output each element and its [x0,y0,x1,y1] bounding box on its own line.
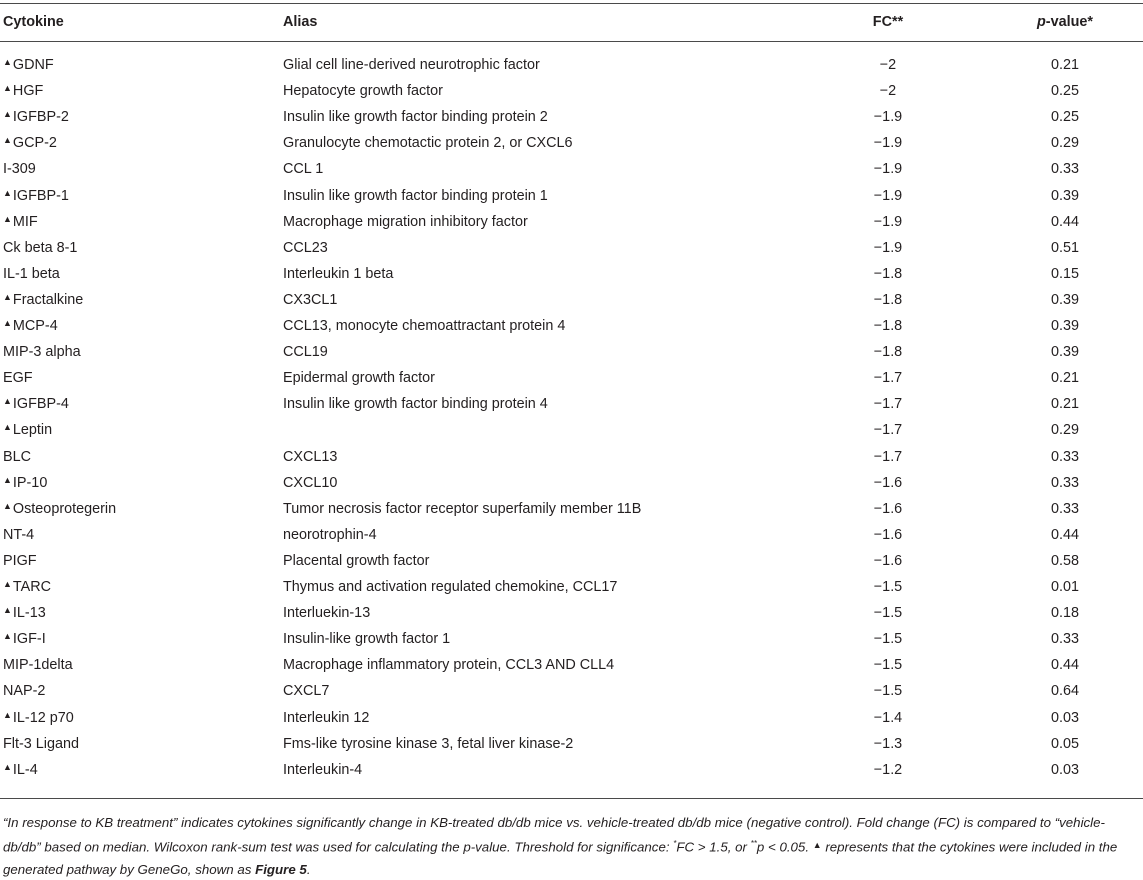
cytokine-name: TARC [12,579,52,595]
triangle-marker-icon: ▲ [3,422,12,433]
cell-p-value: 0.25 [1050,83,1079,100]
cytokine-name: Ck beta 8-1 [3,239,78,256]
cell-cytokine [3,130,57,157]
cell-alias: Interleukin-4 [283,761,363,778]
cytokine-name: MIP-1delta [3,657,73,674]
cell-p-value: 0.25 [1050,109,1079,126]
cytokine-name: PIGF [3,552,37,569]
triangle-marker-icon: ▲ [3,500,12,511]
table-row [0,757,1143,783]
table-row [0,522,1143,548]
table-row [0,731,1143,757]
cell-p-value: 0.44 [1050,526,1079,543]
triangle-marker-icon: ▲ [3,213,12,224]
cell-p-value: 0.15 [1050,265,1079,282]
table-row [0,156,1143,182]
table-row [0,600,1143,626]
cytokine-name: NAP-2 [3,683,46,700]
cell-cytokine [3,261,60,287]
triangle-marker-icon: ▲ [3,579,12,589]
triangle-marker-icon: ▲ [3,57,12,67]
header-cytokine: Cytokine [3,14,64,30]
table-row [0,548,1143,574]
cell-fc: −1.7 [873,448,903,465]
cell-cytokine [3,600,46,627]
cell-alias: Insulin like growth factor binding protein 2 [283,109,548,126]
cell-p-value: 0.03 [1050,761,1079,778]
cell-alias: Epidermal growth factor [283,370,435,387]
cytokine-name: Fractalkine [12,291,84,308]
cytokine-name: GDNF [12,57,54,73]
cell-cytokine [3,52,54,79]
cytokine-name: IL-1 beta [3,265,60,282]
table-row [0,209,1143,235]
table-row [0,444,1143,470]
cell-fc: −2 [879,57,897,73]
cell-fc: −1.5 [873,683,903,700]
table-row [0,574,1143,600]
table-row [0,52,1143,78]
cell-cytokine [3,78,43,105]
header-p-italic: p [1037,14,1046,30]
table-footnote [3,812,1139,880]
cytokine-name: Osteoprotegerin [12,500,117,517]
table-row [0,130,1143,156]
cell-alias: CCL13, monocyte chemoattractant protein 4 [283,318,566,334]
cell-p-value: 0.21 [1050,396,1079,413]
cell-alias: neorotrophin-4 [283,526,377,543]
cell-fc: −1.5 [873,605,903,622]
header-fc: FC** [872,14,904,30]
table-row [0,391,1143,417]
cell-alias: CXCL7 [283,683,330,700]
footnote-sup-1: * [673,839,677,848]
cell-cytokine [3,339,81,365]
cytokine-name: IL-13 [12,605,46,622]
cell-cytokine [3,365,33,391]
cell-fc: −1.5 [873,657,903,674]
cell-p-value: 0.05 [1050,735,1079,752]
cell-cytokine [3,313,58,340]
cell-p-value: 0.33 [1050,500,1079,517]
triangle-marker-icon: ▲ [3,631,12,642]
cell-alias: Insulin-like growth factor 1 [283,631,451,648]
cell-p-value: 0.33 [1050,474,1079,491]
cell-p-value: 0.18 [1050,605,1079,622]
cell-fc: −1.8 [873,291,903,308]
cell-alias: CXCL13 [283,448,338,465]
cytokine-name: MIF [12,213,38,230]
cell-p-value: 0.39 [1050,291,1079,308]
table-row [0,705,1143,731]
triangle-marker-icon: ▲ [3,474,12,485]
triangle-marker-icon: ▲ [3,109,12,120]
cytokine-name: IGF-I [12,631,46,648]
cell-fc: −1.7 [873,396,903,413]
cytokine-name: I-309 [3,161,36,178]
cell-cytokine [3,209,38,236]
table-bottom-rule [0,798,1143,799]
cell-cytokine [3,183,69,210]
table-row [0,496,1143,522]
cell-alias: Macrophage migration inhibitory factor [283,213,528,230]
header-p-value [1030,9,1100,35]
cell-p-value: 0.44 [1050,657,1079,674]
cell-cytokine [3,444,31,470]
cell-p-value: 0.29 [1050,135,1079,152]
footnote-text-2: FC > 1.5, or [676,839,751,855]
cell-fc: −1.4 [873,709,903,726]
header-p-rest: -value* [1045,14,1093,30]
footnote-text-3: p < 0.05. [756,839,813,855]
cell-p-value: 0.64 [1050,683,1079,700]
triangle-marker-icon: ▲ [3,135,12,146]
table-row [0,417,1143,443]
cytokine-name: GCP-2 [12,135,57,152]
triangle-marker-icon: ▲ [3,709,12,720]
cytokine-name: MIP-3 alpha [3,344,81,361]
cell-cytokine [3,496,116,523]
cell-fc: −1.6 [873,526,903,543]
table-top-rule [0,3,1143,4]
cell-p-value: 0.39 [1050,187,1079,204]
cell-fc: −1.9 [873,213,903,230]
cell-fc: −1.9 [873,187,903,204]
cell-fc: −1.7 [873,370,903,387]
table-row [0,78,1143,104]
cell-fc: −1.9 [873,161,903,178]
cell-fc: −1.9 [873,135,903,152]
cell-cytokine [3,391,69,418]
cell-alias: Thymus and activation regulated chemokine, CCL17 [283,579,618,595]
cell-cytokine [3,678,45,704]
cell-cytokine [3,287,83,314]
cell-cytokine [3,548,37,574]
table-header-rule [0,41,1143,42]
cytokine-name: BLC [3,448,31,465]
cell-fc: −1.9 [873,239,903,256]
cell-cytokine [3,104,69,131]
cell-alias: Hepatocyte growth factor [283,83,443,100]
cell-cytokine [3,731,79,757]
cell-fc: −1.7 [873,422,903,439]
cell-p-value: 0.29 [1050,422,1079,439]
cell-alias: Insulin like growth factor binding protein 4 [283,396,548,413]
cell-alias: CCL 1 [283,161,324,178]
table-row [0,183,1143,209]
table-row [0,652,1143,678]
cell-p-value: 0.33 [1050,631,1079,648]
table-row [0,313,1143,339]
cell-alias: Interleukin 1 beta [283,265,394,282]
cytokine-name: HGF [12,83,44,100]
cell-alias: Interluekin-13 [283,605,371,622]
cell-cytokine [3,235,77,261]
cytokine-name: IGFBP-1 [12,187,69,204]
cell-alias: Interleukin 12 [283,709,370,726]
cytokine-name: IL-4 [12,761,38,778]
cell-fc: −1.6 [873,474,903,491]
cell-fc: −1.6 [873,500,903,517]
cell-fc: −1.3 [873,735,903,752]
cell-fc: −1.8 [873,265,903,282]
cell-fc: −1.2 [873,761,903,778]
cytokine-name: Leptin [12,422,53,439]
header-alias: Alias [283,14,318,30]
cell-alias: CX3CL1 [283,291,338,308]
triangle-marker-icon: ▲ [3,187,12,198]
cell-alias: CCL23 [283,239,328,256]
cytokine-name: Flt-3 Ligand [3,735,79,752]
cell-alias: Granulocyte chemotactic protein 2, or CXCL6 [283,135,573,152]
cell-cytokine [3,705,74,732]
cell-fc: −1.6 [873,552,903,569]
table-row [0,339,1143,365]
cell-alias: Macrophage inflammatory protein, CCL3 AND CLL4 [283,657,615,674]
cell-p-value: 0.58 [1050,552,1079,569]
cell-fc: −1.5 [873,579,903,595]
cell-cytokine [3,417,52,444]
cell-cytokine [3,522,34,548]
footnote-sup-2: ** [750,839,757,848]
cell-p-value: 0.01 [1050,579,1079,595]
cell-p-value: 0.51 [1050,239,1079,256]
triangle-marker-icon: ▲ [3,318,12,328]
triangle-marker-icon: ▲ [3,83,12,94]
table-row [0,261,1143,287]
cell-p-value: 0.39 [1050,318,1079,334]
cell-p-value: 0.03 [1050,709,1079,726]
cell-fc: −1.8 [873,344,903,361]
triangle-marker-icon: ▲ [3,291,12,302]
table-row [0,235,1143,261]
triangle-marker-icon: ▲ [3,396,12,407]
table-header-row [0,9,1143,35]
cell-alias: Fms-like tyrosine kinase 3, fetal liver kinase-2 [283,735,574,752]
triangle-marker-icon: ▲ [3,605,12,616]
cell-cytokine [3,757,38,784]
cell-fc: −2 [879,83,897,100]
table-row [0,104,1143,130]
cytokine-name: NT-4 [3,526,35,543]
cytokine-name: IGFBP-4 [12,396,69,413]
cytokine-name: IP-10 [12,474,48,491]
footnote-text-5: . [306,862,311,878]
table-row [0,365,1143,391]
cell-alias: Tumor necrosis factor receptor superfamily member 11B [283,500,642,517]
table-row [0,287,1143,313]
cytokine-name: MCP-4 [12,318,58,334]
cell-alias: CXCL10 [283,474,338,491]
cell-alias: CCL19 [283,344,328,361]
cell-cytokine [3,652,73,678]
cell-cytokine [3,156,36,182]
cell-cytokine [3,574,51,601]
cytokine-name: IGFBP-2 [12,109,69,126]
cell-p-value: 0.21 [1050,370,1079,387]
footnote-text-4: represents that the cytokines were included in the generated pathway by GeneGo, shown as [3,839,1118,878]
cell-p-value: 0.39 [1050,344,1079,361]
cell-p-value: 0.21 [1050,57,1079,73]
table-row [0,678,1143,704]
cytokine-name: IL-12 p70 [12,709,74,726]
cell-alias: Glial cell line-derived neurotrophic factor [283,57,540,73]
cell-fc: −1.9 [873,109,903,126]
triangle-marker-icon: ▲ [3,761,12,772]
table-row [0,470,1143,496]
cell-fc: −1.8 [873,318,903,334]
cytokine-name: EGF [3,370,33,387]
cell-p-value: 0.44 [1050,213,1079,230]
triangle-marker-icon: ▲ [812,840,822,851]
cell-p-value: 0.33 [1050,161,1079,178]
cell-cytokine [3,626,46,653]
footnote-text-1: “In response to KB treatment” indicates cytokines significantly change in KB-treated db/db mice vs. vehicle-treated db/db mice (negative control). Fold change (FC) is compared to “vehicle-db/db” based on median. Wilcoxon rank-sum test was used for calculating the p-value. Threshold for significance: [3,815,1105,855]
cell-alias: Insulin like growth factor binding protein 1 [283,187,548,204]
cell-alias: Placental growth factor [283,552,430,569]
cell-cytokine [3,470,47,497]
table-row [0,626,1143,652]
figure-reference: Figure 5 [255,862,307,878]
cell-fc: −1.5 [873,631,903,648]
cell-p-value: 0.33 [1050,448,1079,465]
